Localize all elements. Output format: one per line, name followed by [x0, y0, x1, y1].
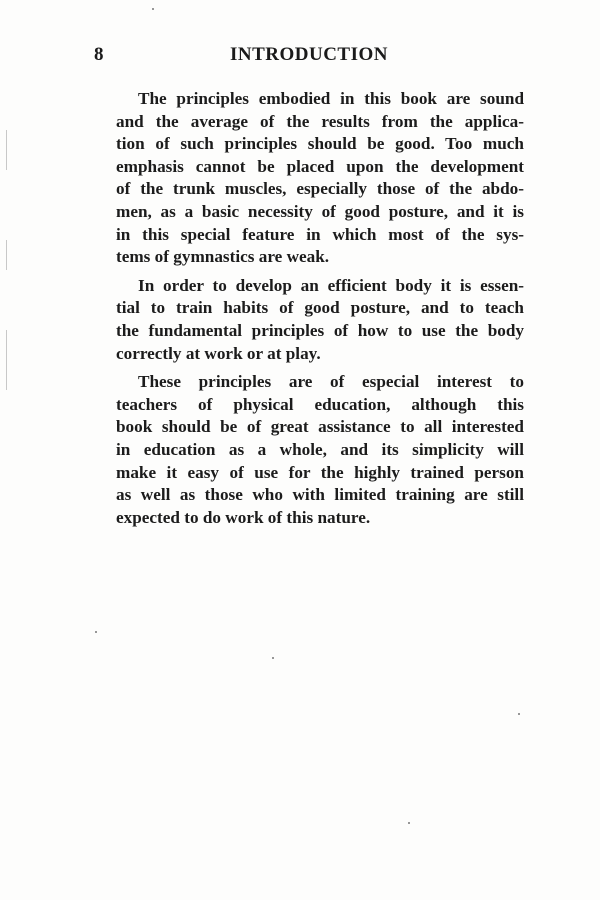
- scan-edge-mark: [6, 130, 7, 170]
- text-line: tion of such principles should be good. Too much: [116, 134, 524, 154]
- text-line: teachers of physical education, although this: [116, 394, 524, 414]
- scan-speck: [95, 631, 97, 633]
- text-line: of the trunk muscles, especially those of the abdo-: [116, 179, 524, 199]
- text-line: expected to do work of this nature.: [116, 507, 371, 527]
- scan-speck: [408, 822, 410, 824]
- text-line: The principles embodied in this book are sound: [138, 89, 524, 108]
- scan-speck: [152, 8, 154, 10]
- body-text: [94, 88, 524, 535]
- running-head: INTRODUCTION: [229, 44, 389, 65]
- text-line: These principles are of especial interest to: [138, 372, 524, 392]
- text-line: emphasis cannot be placed upon the development: [116, 156, 524, 176]
- scan-edge-mark: [6, 330, 7, 390]
- text-line: in this special feature in which most of the sys-: [116, 224, 524, 244]
- scan-speck: [518, 713, 520, 715]
- text-line: tems of gymnastics are weak.: [116, 247, 330, 267]
- text-line: the fundamental principles of how to use the body: [116, 320, 524, 340]
- text-line: tial to train habits of good posture, and to teach: [116, 298, 524, 318]
- text-line: book should be of great assistance to all interested: [116, 417, 524, 437]
- paragraph: [94, 371, 524, 529]
- page-header: [94, 44, 524, 74]
- text-line: as well as those who with limited training are still: [116, 485, 524, 505]
- paragraph: [94, 88, 524, 269]
- paragraph: [94, 275, 524, 365]
- scan-speck: [272, 657, 274, 659]
- text-line: correctly at work or at play.: [116, 343, 321, 363]
- text-line: and the average of the results from the applica-: [116, 111, 524, 131]
- scan-edge-mark: [6, 240, 7, 270]
- text-line: make it easy of use for the highly trained person: [116, 462, 524, 482]
- text-line: In order to develop an efficient body it is essen-: [138, 275, 524, 295]
- page-number: 8: [94, 44, 104, 65]
- text-line: in education as a whole, and its simplicity will: [116, 439, 524, 459]
- text-line: men, as a basic necessity of good posture, and it is: [116, 201, 524, 221]
